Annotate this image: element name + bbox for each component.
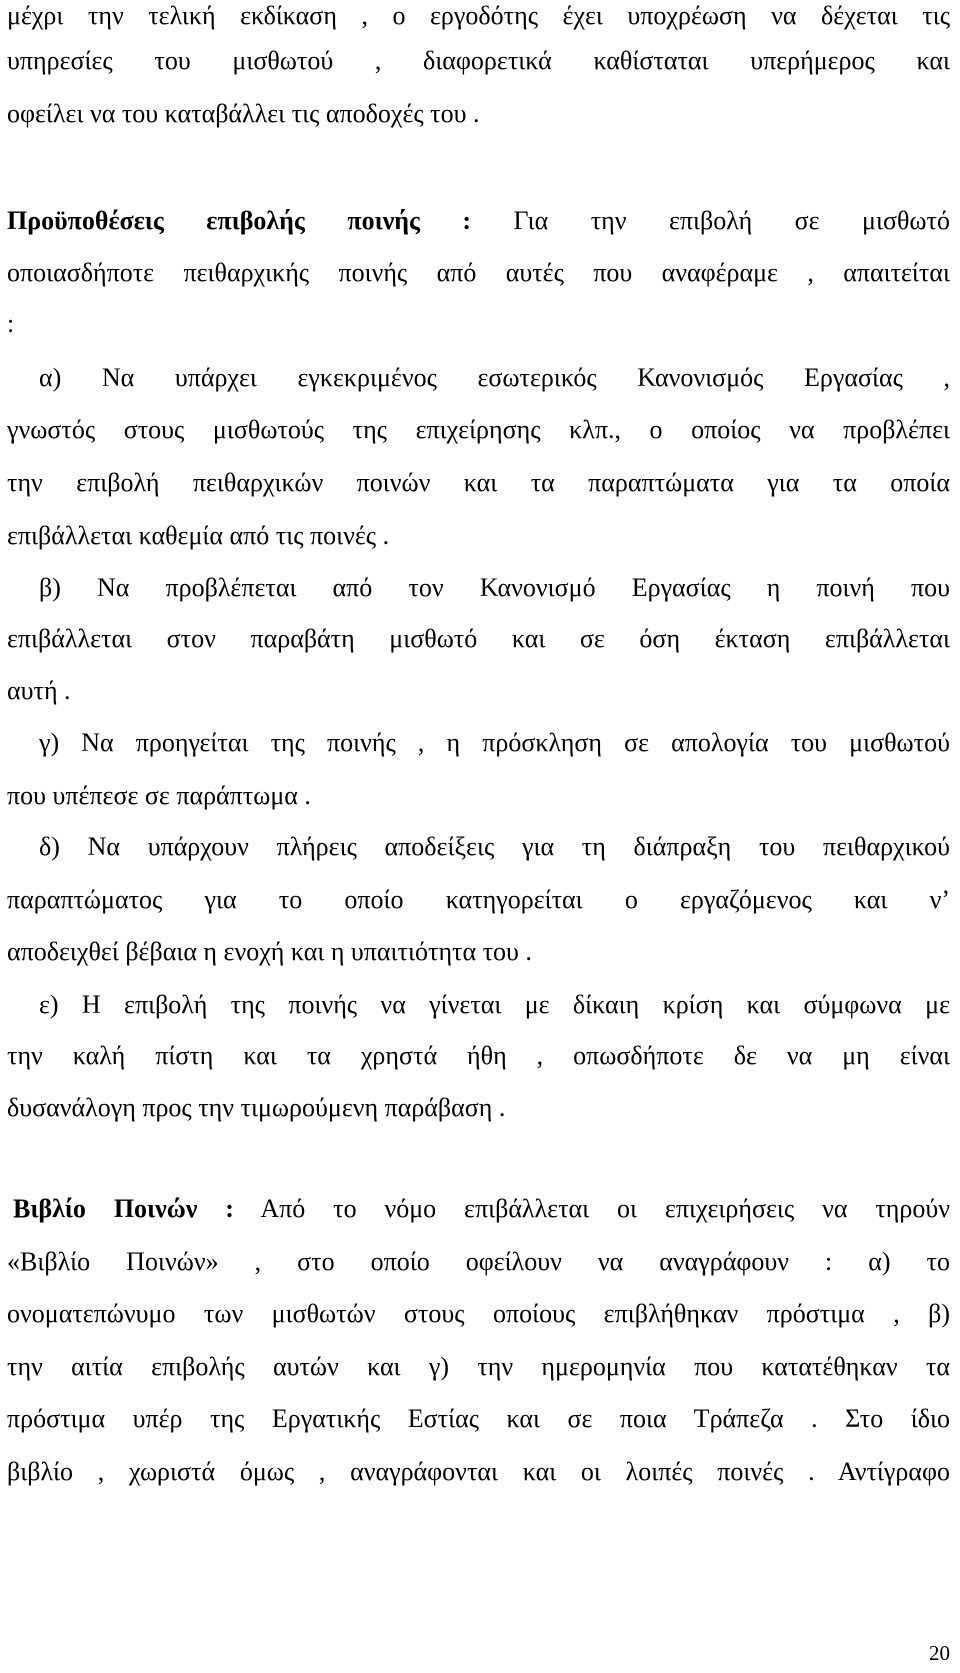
section-line: την αιτία επιβολής αυτών και γ) την ημερομηνία που κατατέθηκαν τα — [7, 1352, 950, 1381]
section-line — [13, 1193, 950, 1225]
list-item-a-line: επιβάλλεται καθεμία από τις ποινές . — [7, 521, 390, 550]
section-line: οποιασδήποτε πειθαρχικής ποινής από αυτές που αναφέραμε , απαιτείται — [7, 258, 950, 287]
list-item-c-line: γ) Να προηγείται της ποινής , η πρόσκληση σε απολογία του μισθωτού — [39, 728, 950, 757]
list-item-e-line: την καλή πίστη και τα χρηστά ήθη , οπωσδήποτε δε να μη είναι — [7, 1041, 950, 1070]
list-item-e-line: ε) Η επιβολή της ποινής να γίνεται με δίκαιη κρίση και σύμφωνα με — [39, 990, 950, 1019]
list-item-b-line: β) Να προβλέπεται από τον Κανονισμό Εργασίας η ποινή που — [39, 573, 950, 602]
list-item-d-line: παραπτώματος για το οποίο κατηγορείται ο εργαζόμενος και ν’ — [7, 885, 950, 914]
section-text: Για την επιβολή σε μισθωτό — [471, 206, 950, 235]
list-item-b-line: επιβάλλεται στον παραβάτη μισθωτό και σε όση έκταση επιβάλλεται — [7, 624, 950, 653]
list-item-c-line: που υπέπεσε σε παράπτωμα . — [7, 781, 311, 810]
paragraph-line: μέχρι την τελική εκδίκαση , ο εργοδότης έχει υποχρέωση να δέχεται τις — [7, 1, 950, 30]
list-item-a-line: την επιβολή πειθαρχικών ποινών και τα παραπτώματα για τα οποία — [7, 468, 950, 497]
page-number: 20 — [929, 1641, 950, 1665]
section-line: «Βιβλίο Ποινών» , στο οποίο οφείλουν να αναγράφουν : α) το — [7, 1247, 950, 1276]
paragraph-line: οφείλει να του καταβάλλει τις αποδοχές του . — [7, 99, 480, 128]
list-item-d-line: δ) Να υπάρχουν πλήρεις αποδείξεις για τη διάπραξη του πειθαρχικού — [39, 832, 950, 861]
section-line: ονοματεπώνυμο των μισθωτών στους οποίους επιβλήθηκαν πρόστιμα , β) — [7, 1299, 950, 1328]
section-line: πρόστιμα υπέρ της Εργατικής Εστίας και σε ποια Τράπεζα . Στο ίδιο — [7, 1404, 950, 1433]
section-heading-penalty-book: Βιβλίο Ποινών : — [13, 1194, 234, 1223]
section-text: Από το νόμο επιβάλλεται οι επιχειρήσεις να τηρούν — [233, 1194, 950, 1223]
section-heading-penalty-conditions: Προϋποθέσεις επιβολής ποινής : — [7, 206, 472, 235]
section-line: βιβλίο , χωριστά όμως , αναγράφονται και οι λοιπές ποινές . Αντίγραφο — [7, 1457, 950, 1486]
list-item-e-line: δυσανάλογη προς την τιμωρούμενη παράβαση . — [7, 1093, 506, 1122]
section-line: : — [7, 309, 15, 338]
list-item-b-line: αυτή . — [7, 676, 71, 705]
list-item-d-line: αποδειχθεί βέβαια η ενοχή και η υπαιτιότητα του . — [7, 937, 532, 966]
list-item-a-line: α) Να υπάρχει εγκεκριμένος εσωτερικός Κανονισμός Εργασίας , — [39, 363, 950, 392]
paragraph-line: υπηρεσίες του μισθωτού , διαφορετικά καθίσταται υπερήμερος και — [7, 46, 950, 75]
list-item-a-line: γνωστός στους μισθωτούς της επιχείρησης κλπ., ο οποίος να προβλέπει — [7, 415, 950, 444]
section-line — [7, 205, 950, 237]
